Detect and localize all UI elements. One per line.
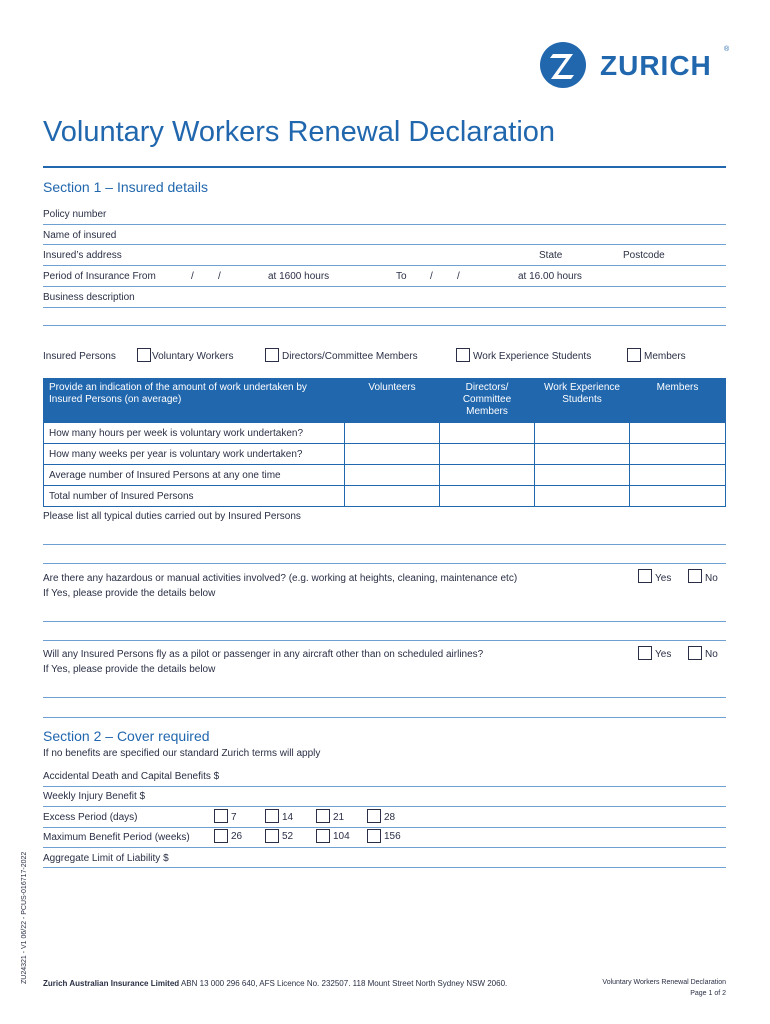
hazardous-details-field-2[interactable]: [43, 640, 726, 641]
title-rule: [43, 166, 726, 168]
business-description-field[interactable]: [43, 307, 726, 308]
address-label: Insured’s address: [43, 250, 122, 261]
fly-yes-checkbox[interactable]: [638, 646, 652, 660]
business-description-label: Business description: [43, 292, 135, 303]
work-experience-checkbox[interactable]: [456, 348, 470, 362]
address-field[interactable]: [43, 265, 726, 266]
page-title: Voluntary Workers Renewal Declaration: [43, 116, 556, 148]
excess-14-label: 14: [282, 812, 294, 823]
excess-7-checkbox[interactable]: [214, 809, 228, 823]
date-slash: /: [218, 271, 221, 282]
policy-number-field[interactable]: [43, 224, 726, 225]
hazardous-yes-label: Yes: [655, 573, 672, 584]
name-of-insured-label: Name of insured: [43, 230, 117, 241]
section2-heading: Section 2 – Cover required: [43, 728, 210, 744]
fly-no-checkbox[interactable]: [688, 646, 702, 660]
document-code: ZU24321 - V1 06/22 - PCUS-016717-2022: [21, 851, 28, 984]
table-row-label: Average number of Insured Persons at any one time: [44, 465, 345, 486]
postcode-label: Postcode: [623, 250, 665, 261]
table-cell[interactable]: [630, 423, 726, 444]
table-cell[interactable]: [440, 486, 535, 507]
business-description-field-2[interactable]: [43, 325, 726, 326]
at-to-hours: at 16.00 hours: [518, 271, 582, 282]
duties-field-2[interactable]: [43, 563, 726, 564]
hazardous-yes-checkbox[interactable]: [638, 569, 652, 583]
date-slash: /: [430, 271, 433, 282]
table-header-description: Provide an indication of the amount of work undertaken by Insured Persons (on average): [44, 379, 345, 423]
table-row-label: How many hours per week is voluntary work undertaken?: [44, 423, 345, 444]
footer-company: [43, 979, 507, 988]
footer-company-name: Zurich Australian Insurance Limited: [43, 979, 180, 988]
table-header-members: Members: [630, 379, 726, 423]
voluntary-workers-checkbox[interactable]: [137, 348, 151, 362]
max-52-checkbox[interactable]: [265, 829, 279, 843]
max-52-label: 52: [282, 831, 294, 842]
period-to-label: To: [396, 271, 407, 282]
period-field[interactable]: [43, 286, 726, 287]
max-benefit-label: Maximum Benefit Period (weeks): [43, 832, 190, 843]
section2-note: If no benefits are specified our standard Zurich terms will apply: [43, 748, 321, 759]
excess-21-checkbox[interactable]: [316, 809, 330, 823]
insured-persons-label: Insured Persons: [43, 351, 116, 362]
hazardous-details-field[interactable]: [43, 621, 726, 622]
date-slash: /: [191, 271, 194, 282]
hazardous-no-label: No: [705, 573, 718, 584]
table-cell[interactable]: [345, 486, 440, 507]
table-cell[interactable]: [345, 444, 440, 465]
period-from-label: Period of Insurance From: [43, 271, 156, 282]
max-26-label: 26: [231, 831, 243, 842]
table-cell[interactable]: [535, 465, 630, 486]
fly-question: Will any Insured Persons fly as a pilot or passenger in any aircraft other than on scheduled airlines?: [43, 649, 484, 660]
brand-name: ZURICH: [600, 50, 712, 81]
duties-label: Please list all typical duties carried out by Insured Persons: [43, 511, 301, 522]
excess-28-label: 28: [384, 812, 396, 823]
at-from-hours: at 1600 hours: [268, 271, 330, 282]
duties-field[interactable]: [43, 544, 726, 545]
max-benefit-rule: [43, 847, 726, 848]
fly-no-label: No: [705, 649, 718, 660]
max-156-checkbox[interactable]: [367, 829, 381, 843]
name-of-insured-field[interactable]: [43, 244, 726, 245]
aggregate-limit-label: Aggregate Limit of Liability $: [43, 853, 169, 864]
directors-label: Directors/Committee Members: [282, 351, 418, 362]
work-table: [43, 378, 726, 507]
state-label: State: [539, 250, 563, 261]
table-row: [44, 486, 726, 507]
members-label: Members: [644, 351, 686, 362]
max-26-checkbox[interactable]: [214, 829, 228, 843]
fly-details-field-2[interactable]: [43, 717, 726, 718]
accidental-death-field[interactable]: [43, 786, 726, 787]
excess-14-checkbox[interactable]: [265, 809, 279, 823]
excess-7-label: 7: [231, 812, 237, 823]
directors-checkbox[interactable]: [265, 348, 279, 362]
footer-doc-title: Voluntary Workers Renewal Declaration: [602, 979, 726, 986]
table-row: [44, 423, 726, 444]
table-cell[interactable]: [630, 444, 726, 465]
table-header-work-experience: Work Experience Students: [535, 379, 630, 423]
table-row-label: How many weeks per year is voluntary work undertaken?: [44, 444, 345, 465]
table-row-label: Total number of Insured Persons: [44, 486, 345, 507]
table-header-directors: Directors/ Committee Members: [440, 379, 535, 423]
excess-rule: [43, 827, 726, 828]
members-checkbox[interactable]: [627, 348, 641, 362]
work-experience-label: Work Experience Students: [473, 351, 592, 362]
table-header-row: [44, 379, 726, 423]
table-cell[interactable]: [440, 465, 535, 486]
table-row: [44, 465, 726, 486]
table-header-volunteers: Volunteers: [345, 379, 440, 423]
zurich-logo-icon: [540, 42, 586, 88]
fly-sub: If Yes, please provide the details below: [43, 664, 216, 675]
hazardous-sub: If Yes, please provide the details below: [43, 588, 216, 599]
section1-heading: Section 1 – Insured details: [43, 179, 208, 195]
max-104-checkbox[interactable]: [316, 829, 330, 843]
fly-details-field[interactable]: [43, 697, 726, 698]
footer-page-number: Page 1 of 2: [690, 990, 726, 997]
accidental-death-label: Accidental Death and Capital Benefits $: [43, 771, 220, 782]
weekly-injury-field[interactable]: [43, 806, 726, 807]
policy-number-label: Policy number: [43, 209, 107, 220]
excess-21-label: 21: [333, 812, 345, 823]
table-cell[interactable]: [440, 423, 535, 444]
weekly-injury-label: Weekly Injury Benefit $: [43, 791, 146, 802]
fly-yes-label: Yes: [655, 649, 672, 660]
max-156-label: 156: [384, 831, 401, 842]
table-cell[interactable]: [630, 465, 726, 486]
aggregate-limit-field[interactable]: [43, 867, 726, 868]
brand-registered: ®: [724, 46, 730, 53]
table-row: [44, 444, 726, 465]
table-cell[interactable]: [345, 423, 440, 444]
table-cell[interactable]: [630, 486, 726, 507]
hazardous-question: Are there any hazardous or manual activities involved? (e.g. working at heights, cleaning, maintenance etc): [43, 573, 518, 584]
table-cell[interactable]: [440, 444, 535, 465]
footer-company-details: ABN 13 000 296 640, AFS Licence No. 232507. 118 Mount Street North Sydney NSW 2060.: [179, 979, 508, 988]
voluntary-workers-label: Voluntary Workers: [152, 351, 234, 362]
table-cell[interactable]: [535, 444, 630, 465]
table-cell[interactable]: [535, 486, 630, 507]
excess-28-checkbox[interactable]: [367, 809, 381, 823]
max-104-label: 104: [333, 831, 350, 842]
zurich-logo: [540, 42, 730, 88]
table-cell[interactable]: [345, 465, 440, 486]
hazardous-no-checkbox[interactable]: [688, 569, 702, 583]
excess-period-label: Excess Period (days): [43, 812, 138, 823]
table-cell[interactable]: [535, 423, 630, 444]
date-slash: /: [457, 271, 460, 282]
